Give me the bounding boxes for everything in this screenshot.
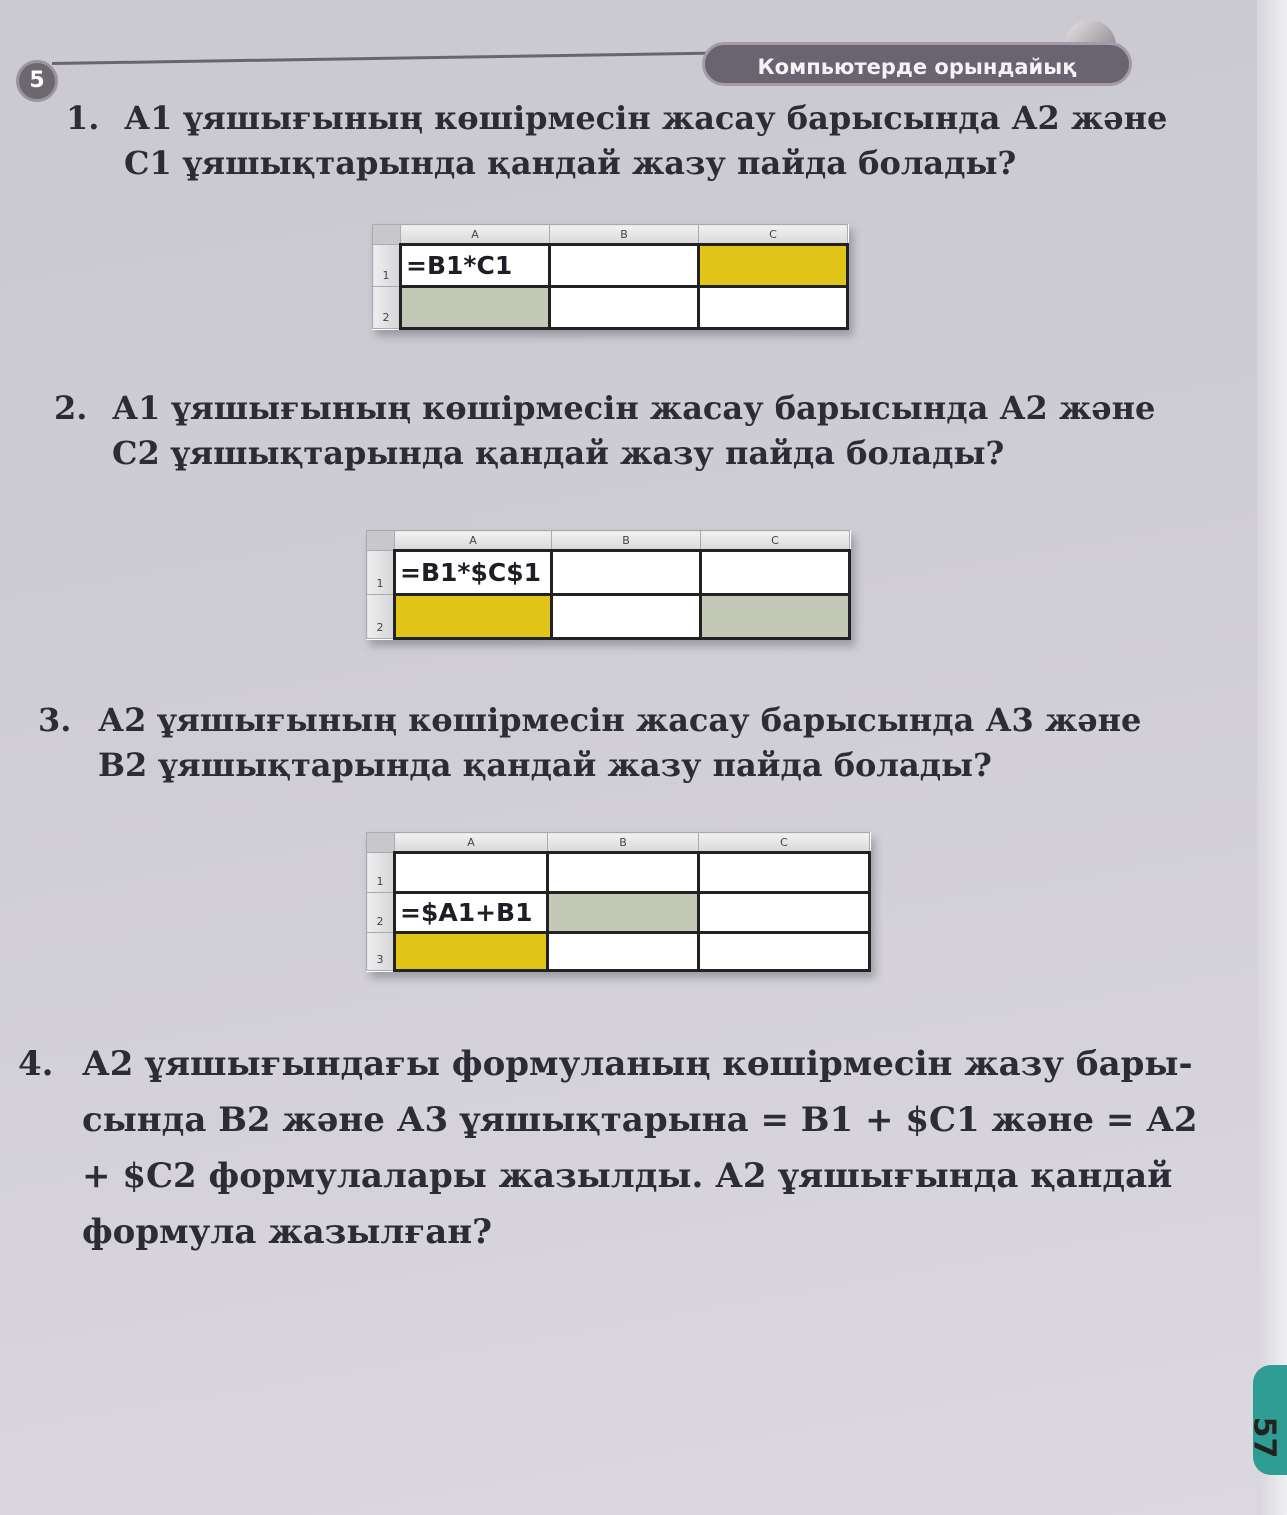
question-number: 4. <box>18 1044 54 1084</box>
column-header[interactable]: B <box>548 833 699 853</box>
question-line: В2 ұяшықтарында қандай жазу пайда болады? <box>98 746 992 784</box>
cell-c2[interactable] <box>701 595 850 639</box>
row-header[interactable]: 3 <box>367 933 395 971</box>
question-number: 3. <box>38 701 72 739</box>
question-line: формула жазылған? <box>82 1212 493 1252</box>
column-header[interactable]: C <box>701 531 850 551</box>
question-line: + $С2 формулалары жазылды. А2 ұяшығында қандай <box>82 1156 1173 1196</box>
cell-a2[interactable] <box>401 287 550 329</box>
question-line: С1 ұяшықтарында қандай жазу пайда болады? <box>124 144 1017 182</box>
page-number: 57 <box>1246 1416 1282 1459</box>
row-header[interactable]: 1 <box>373 245 401 287</box>
cell-b1[interactable] <box>550 245 699 287</box>
question-number: 1. <box>66 99 100 137</box>
section-number-badge: 5 <box>16 60 58 102</box>
question-line: С2 ұяшықтарында қандай жазу пайда болады? <box>112 434 1005 472</box>
question-line: А1 ұяшығының көшірмесін жасау барысында А2 және <box>124 99 1168 137</box>
column-header[interactable]: C <box>699 833 870 853</box>
cell-b1[interactable] <box>552 551 701 595</box>
column-header[interactable]: A <box>395 833 548 853</box>
cell-c1[interactable] <box>699 853 870 893</box>
question-number: 2. <box>54 389 88 427</box>
column-header[interactable]: C <box>699 225 848 245</box>
cell-a1[interactable]: =B1*$C$1 <box>395 551 552 595</box>
cell-b2[interactable] <box>552 595 701 639</box>
row-header[interactable]: 1 <box>367 551 395 595</box>
cell-b1[interactable] <box>548 853 699 893</box>
row-header[interactable]: 2 <box>367 893 395 933</box>
spreadsheet-2 <box>366 530 851 640</box>
cell-a3[interactable] <box>395 933 548 971</box>
column-header[interactable]: B <box>552 531 701 551</box>
spreadsheet-1 <box>372 224 849 330</box>
cell-a2[interactable] <box>395 595 552 639</box>
select-all-corner[interactable] <box>373 225 401 245</box>
question-3 <box>38 698 1208 788</box>
cell-c3[interactable] <box>699 933 870 971</box>
cell-a2[interactable]: =$A1+B1 <box>395 893 548 933</box>
cell-c2[interactable] <box>699 287 848 329</box>
cell-a1[interactable]: =B1*C1 <box>401 245 550 287</box>
question-2 <box>54 386 1204 476</box>
cell-c1[interactable] <box>701 551 850 595</box>
page-edge <box>1257 0 1287 1515</box>
cell-a1[interactable] <box>395 853 548 893</box>
column-header[interactable]: A <box>395 531 552 551</box>
question-4 <box>18 1036 1258 1260</box>
select-all-corner[interactable] <box>367 531 395 551</box>
row-header[interactable]: 1 <box>367 853 395 893</box>
header-rule <box>52 52 712 65</box>
question-1 <box>66 96 1186 186</box>
question-line: А2 ұяшығындағы формуланың көшірмесін жазу бары- <box>82 1044 1193 1084</box>
section-title-badge: Компьютерде орындайық <box>702 42 1132 86</box>
cell-b2[interactable] <box>550 287 699 329</box>
row-header[interactable]: 2 <box>367 595 395 639</box>
row-header[interactable]: 2 <box>373 287 401 329</box>
cell-c1[interactable] <box>699 245 848 287</box>
spreadsheet-3 <box>366 832 871 972</box>
question-line: А2 ұяшығының көшірмесін жасау барысында А3 және <box>98 701 1142 739</box>
question-line: сында В2 және А3 ұяшықтарына = В1 + $С1 және = А2 <box>82 1100 1198 1140</box>
select-all-corner[interactable] <box>367 833 395 853</box>
cell-c2[interactable] <box>699 893 870 933</box>
column-header[interactable]: A <box>401 225 550 245</box>
question-line: А1 ұяшығының көшірмесін жасау барысында А2 және <box>112 389 1156 427</box>
column-header[interactable]: B <box>550 225 699 245</box>
cell-b2[interactable] <box>548 893 699 933</box>
cell-b3[interactable] <box>548 933 699 971</box>
